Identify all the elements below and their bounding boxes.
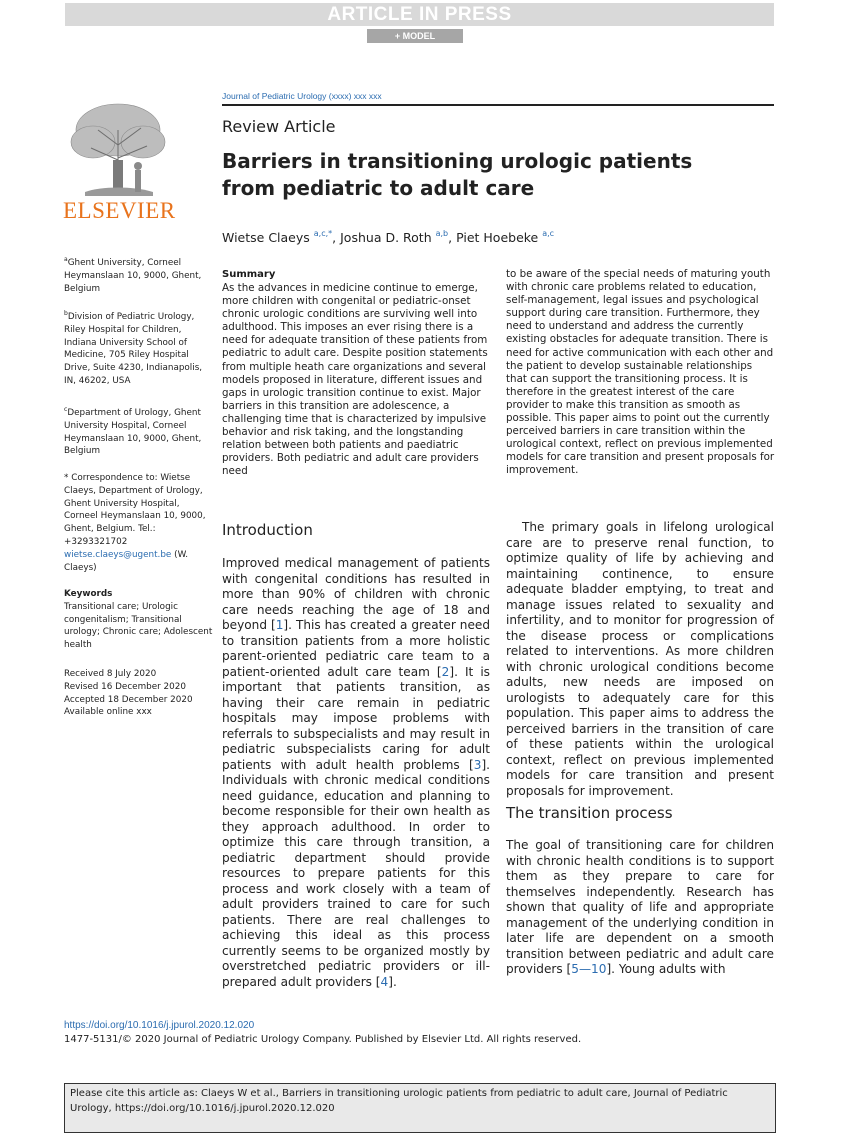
doi-link[interactable]: https://doi.org/10.1016/j.jpurol.2020.12.020 (64, 1020, 255, 1031)
keywords-block (64, 588, 214, 652)
text-run: ]. This has created a greater need to transition patients from a more holistic parent-oriented pediatric care team to a patient-oriented adult care team [ (222, 618, 491, 679)
journal-link[interactable]: Journal of Pediatric Urology (xxxx) xxx xxx (222, 91, 382, 101)
correspondence-note (64, 472, 214, 574)
summary-text-right: to be aware of the special needs of maturing youth with chronic care problems related to education, self-management, legal issues and psychological support during care transition. Furthermore, they need to understand and address the currently existing obstacles for adequate transition. There is need for active communication with each other and the patient to develop sustainable relationships that can support the transitioning process. It is therefore in the greatest interest of the care provider to make this transition as smooth as possible. This paper aims to point out the currently perceived barriers in care transition within the urological context, reflect on previous implemented models for care transition and present proposals for improvement. (506, 268, 775, 477)
keywords-text: Transitional care; Urologic congenitalism; Transitional urology; Chronic care; Adolescent health (64, 601, 213, 651)
date-received: Received 8 July 2020 (64, 669, 157, 679)
date-revised: Revised 16 December 2020 (64, 681, 186, 692)
text-run: Improved medical management of patients with congenital conditions has resulted in more than 90% of children with chronic care needs reaching the age of 18 and beyond [ (222, 556, 490, 632)
text-run: ]. Young adults with (606, 962, 726, 976)
reference-link[interactable]: 2 (441, 664, 450, 679)
author-separator: , (332, 230, 341, 245)
reference-link[interactable]: 5—10 (571, 962, 607, 976)
reference-link[interactable]: 1 (275, 618, 284, 632)
author-affiliation-marks[interactable]: a,b (435, 229, 449, 238)
model-badge: + MODEL (367, 29, 463, 43)
author-affiliation-marks[interactable]: a,c,* (313, 229, 333, 238)
affiliation-mark: c (64, 406, 68, 413)
affiliation-c (64, 404, 214, 458)
article-title (222, 148, 774, 202)
correspondence-text: * Correspondence to: Wietse Claeys, Department of Urology, Ghent University Hospital, Corneel Heymanslaan 10, 9000, Ghent, Belgium. Tel.: +3293321702 (64, 473, 206, 547)
affiliation-mark: b (64, 310, 68, 317)
article-type: Review Article (222, 117, 336, 136)
copyright-line: 1477-5131/© 2020 Journal of Pediatric Urology Company. Published by Elsevier Ltd. All rights reserved. (64, 1034, 582, 1045)
summary-heading: Summary (222, 269, 276, 280)
affiliation-b (64, 308, 214, 388)
header-rule (222, 104, 774, 106)
author-affiliation-marks[interactable]: a,c (542, 229, 555, 238)
article-in-press-banner: ARTICLE IN PRESS (65, 3, 774, 26)
summary-text-left: As the advances in medicine continue to emerge, more children with congenital or pediatric-onset chronic urologic conditions are surviving well into adulthood. This imposes an ever rising there is a need for adequate transition of these patients from pediatric to adult care. Despite position statements from multiple heath care organizations and several models proposed in literature, different issues and gaps in urologic transition continue to exist. Major barriers in this transition are adolescence, a challenging time that is characterized by impulsive behavior and risk taking, and the longstanding relation between both patients and paediatric providers. Both pediatric and adult care providers need (222, 282, 488, 478)
affiliation-a (64, 254, 214, 295)
text-run: ]. It is important that patients transition, as having their care remain in pediatric hospitals may impose problems with referrals to subspecialists and may result in pediatric subspecialists caring for adult patients with adult health problems [ (222, 664, 490, 772)
author-name[interactable]: Wietse Claeys (222, 230, 310, 245)
author-separator: , (448, 230, 457, 245)
text-run: ]. Individuals with chronic medical conditions need guidance, education and planning to become responsible for their own health as they approach adulthood. In order to optimize this care through transition, a pediatric department should provide resources to prepare patients for this process and work closely with a team of adult providers trained to care for such patients. There are real challenges to achieving this ideal as this process currently seems to be organized mostly by overstretched pediatric providers or ill-prepared adult providers [ (222, 757, 490, 989)
article-dates (64, 668, 214, 719)
reference-link[interactable]: 3 (473, 757, 482, 772)
correspondence-suffix: (W. Claeys) (64, 549, 189, 573)
author-email-link[interactable]: wietse.claeys@ugent.be (64, 549, 172, 560)
author-list (222, 229, 554, 245)
title-line-2: from pediatric to adult care (222, 176, 535, 200)
text-run: The goal of transitioning care for children with chronic health conditions is to support them as they prepare to care for themselves independently. Research has shown that quality of life and appropriate management of the underlying condition in later life are dependent on a smooth transition between pediatric and adult care providers [ (506, 838, 774, 976)
affiliation-text: Ghent University, Corneel Heymanslaan 10, 9000, Ghent, Belgium (64, 258, 202, 294)
author-name[interactable]: Joshua D. Roth (340, 230, 432, 245)
citation-box: Please cite this article as: Claeys W et al., Barriers in transitioning urologic patients from pediatric to adult care, Journal of Pediatric Urology, https://doi.org/10.1016/j.jpurol.2020.12.020 (64, 1083, 776, 1133)
affiliation-text: Department of Urology, Ghent University Hospital, Corneel Heymanslaan 10, 9000, Ghent, Belgium (64, 408, 202, 457)
date-online: Available online xxx (64, 707, 152, 718)
elsevier-wordmark: ELSEVIER (63, 198, 176, 223)
transition-paragraph (506, 838, 774, 978)
primary-goals-paragraph: The primary goals in lifelong urological care are to preserve renal function, to optimize quality of life by achieving and maintaining continence, to ensure adequate bladder emptying, to treat and manage issues related to sexuality and infertility, and to monitor for progression of the disease process or complications related to interventions. As more children with chronic urological conditions become adults, new needs are imposed on urologists to adequately care for this population. This paper aims to address the perceived barriers in the transition of care of these patients within the urological context, reflect on previous implemented models for care transition and present proposals for improvement. (506, 520, 774, 798)
introduction-paragraph (222, 556, 490, 990)
affiliation-text: Division of Pediatric Urology, Riley Hospital for Children, Indiana University School of Medicine, 705 Riley Hospital Drive, Suite 4230, Indianapolis, IN, 46202, USA (64, 312, 203, 386)
keywords-heading: Keywords (64, 589, 113, 599)
text-run: ]. (388, 974, 397, 989)
author-name[interactable]: Piet Hoebeke (456, 230, 539, 245)
introduction-heading: Introduction (222, 521, 313, 539)
affiliation-mark: a (64, 256, 68, 263)
title-line-1: Barriers in transitioning urologic patients (222, 149, 693, 173)
transition-process-heading: The transition process (506, 804, 673, 822)
date-accepted: Accepted 18 December 2020 (64, 694, 193, 705)
reference-link[interactable]: 4 (380, 974, 389, 989)
